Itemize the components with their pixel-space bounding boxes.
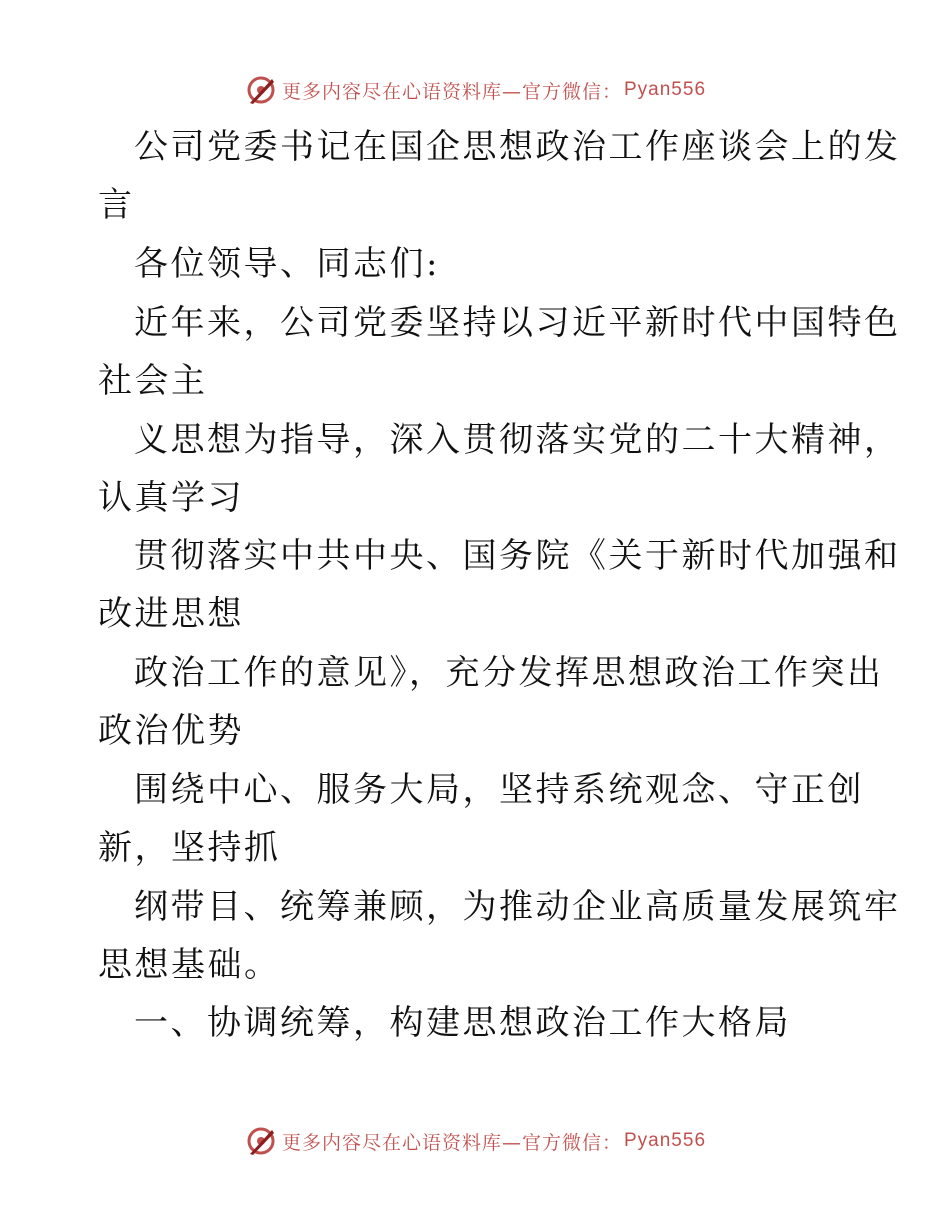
paragraph-line: 义思想为指导，深入贯彻落实党的二十大精神， — [134, 420, 901, 460]
section-heading: 一、协调统筹，构建思想政治工作大格局 — [134, 1003, 791, 1043]
paragraph-line: 围绕中心、服务大局，坚持系统观念、守正创 — [134, 770, 864, 810]
paragraph-line: 社会主 — [98, 361, 208, 401]
paragraph-line: 近年来，公司党委坚持以习近平新时代中国特色 — [134, 303, 901, 343]
watermark-wechat-id: Pyan556 — [624, 1130, 707, 1151]
paragraph-line: 纲带目、统筹兼顾，为推动企业高质量发展筑牢 — [134, 887, 901, 927]
watermark-footer — [0, 1121, 950, 1161]
watermark-text: 更多内容尽在心语资料库—官方微信： — [281, 80, 622, 103]
paragraph-line: 政治工作的意见》，充分发挥思想政治工作突出 — [134, 653, 884, 693]
watermark-wechat-id: Pyan556 — [624, 79, 707, 100]
salutation: 各位领导、同志们: — [134, 244, 440, 284]
watermark-text: 更多内容尽在心语资料库—官方微信： — [281, 1131, 622, 1154]
title-line-1: 公司党委书记在国企思想政治工作座谈会上的发 — [134, 127, 901, 167]
paragraph-line: 改进思想 — [98, 594, 244, 634]
paragraph-line: 新，坚持抓 — [98, 828, 281, 868]
paragraph-line: 思想基础。 — [98, 945, 281, 985]
paragraph-line: 认真学习 — [98, 478, 244, 518]
title-line-2: 言 — [98, 185, 135, 225]
quill-logo-icon — [244, 1124, 278, 1158]
paragraph-line: 政治优势 — [98, 711, 244, 751]
paragraph-line: 贯彻落实中共中央、国务院《关于新时代加强和 — [134, 536, 901, 576]
